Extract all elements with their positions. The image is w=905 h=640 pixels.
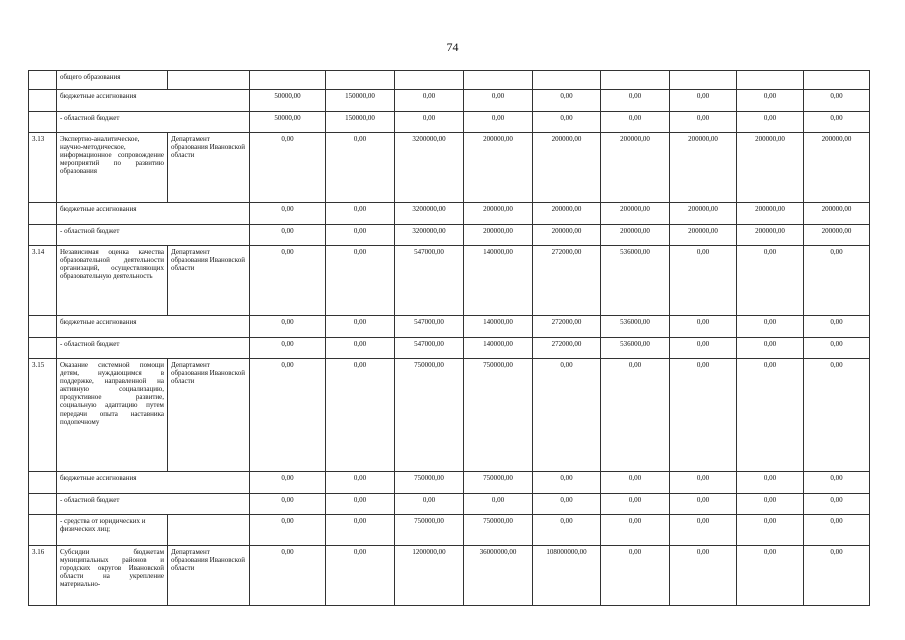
row-amount: 0,00 — [670, 316, 737, 338]
row-amount: 0,00 — [737, 338, 804, 359]
table-row — [29, 90, 870, 112]
row-amount — [533, 71, 601, 90]
table-row — [29, 546, 870, 606]
row-amount: 0,00 — [250, 494, 326, 515]
row-description: - средства от юридических и физических лиц; — [57, 515, 168, 546]
row-index: 3.16 — [29, 546, 57, 606]
row-amount: 108000000,00 — [533, 546, 601, 606]
row-amount: 0,00 — [250, 316, 326, 338]
row-amount: 0,00 — [737, 246, 804, 316]
row-amount: 3200000,00 — [395, 203, 464, 225]
row-amount: 200000,00 — [601, 225, 670, 246]
table-row — [29, 472, 870, 494]
budget-table — [28, 70, 870, 606]
row-description: Экспертно-аналитическое, научно-методическое, информационное сопровождение мероприятий по развитию образования — [57, 133, 168, 203]
row-amount: 0,00 — [804, 246, 870, 316]
row-amount: 547000,00 — [395, 316, 464, 338]
table-row — [29, 338, 870, 359]
row-amount: 200000,00 — [670, 203, 737, 225]
row-amount: 0,00 — [737, 546, 804, 606]
row-amount: 750000,00 — [395, 515, 464, 546]
row-amount: 0,00 — [601, 472, 670, 494]
row-amount: 272000,00 — [533, 338, 601, 359]
row-amount: 0,00 — [804, 494, 870, 515]
row-amount: 0,00 — [737, 472, 804, 494]
row-amount: 0,00 — [395, 112, 464, 133]
row-amount: 150000,00 — [326, 112, 395, 133]
row-amount: 0,00 — [804, 546, 870, 606]
row-amount: 0,00 — [804, 316, 870, 338]
row-amount — [804, 71, 870, 90]
table-row — [29, 133, 870, 203]
table-row — [29, 112, 870, 133]
row-amount: 0,00 — [601, 515, 670, 546]
row-index: 3.15 — [29, 359, 57, 472]
row-amount: 0,00 — [804, 472, 870, 494]
row-department: Департамент образования Ивановской области — [168, 359, 250, 472]
row-amount: 0,00 — [250, 225, 326, 246]
row-amount: 750000,00 — [464, 515, 533, 546]
row-amount: 200000,00 — [533, 203, 601, 225]
row-amount: 0,00 — [601, 494, 670, 515]
row-amount: 200000,00 — [804, 203, 870, 225]
row-amount: 200000,00 — [464, 203, 533, 225]
row-index — [29, 494, 57, 515]
row-amount: 0,00 — [670, 90, 737, 112]
row-amount: 200000,00 — [804, 133, 870, 203]
row-amount: 0,00 — [804, 112, 870, 133]
table-row — [29, 359, 870, 472]
row-funding-label: бюджетные ассигнования — [57, 90, 250, 112]
row-amount — [670, 71, 737, 90]
row-amount: 0,00 — [464, 494, 533, 515]
table-row — [29, 494, 870, 515]
row-index: 3.13 — [29, 133, 57, 203]
row-amount: 0,00 — [737, 90, 804, 112]
row-amount: 200000,00 — [670, 133, 737, 203]
row-index — [29, 71, 57, 90]
row-amount: 0,00 — [395, 90, 464, 112]
row-amount — [464, 71, 533, 90]
row-amount: 0,00 — [670, 472, 737, 494]
row-amount: 272000,00 — [533, 246, 601, 316]
row-amount: 200000,00 — [737, 225, 804, 246]
row-amount: 140000,00 — [464, 338, 533, 359]
row-index — [29, 515, 57, 546]
row-amount: 0,00 — [326, 359, 395, 472]
row-index — [29, 112, 57, 133]
row-amount — [395, 71, 464, 90]
row-amount: 3200000,00 — [395, 225, 464, 246]
table-row — [29, 203, 870, 225]
row-index — [29, 316, 57, 338]
row-amount: 0,00 — [670, 246, 737, 316]
row-amount: 200000,00 — [601, 133, 670, 203]
row-amount: 150000,00 — [326, 90, 395, 112]
row-amount: 0,00 — [533, 112, 601, 133]
row-amount: 0,00 — [601, 359, 670, 472]
row-description: Субсидии бюджетам муниципальных районов и городских округов Ивановской области на укрепление материально- — [57, 546, 168, 606]
row-description: Оказание системной помощи детям, нуждающимся в поддержке, направленной на активную социализацию, продуктивное развитие, социальную адаптацию путем передачи опыта наставника подопечному — [57, 359, 168, 472]
row-amount: 0,00 — [533, 90, 601, 112]
row-index — [29, 203, 57, 225]
row-amount — [326, 71, 395, 90]
table-row — [29, 71, 870, 90]
row-amount: 200000,00 — [533, 133, 601, 203]
row-amount: 50000,00 — [250, 112, 326, 133]
row-department — [168, 71, 250, 90]
row-amount: 0,00 — [326, 546, 395, 606]
row-amount: 200000,00 — [670, 225, 737, 246]
table-row — [29, 225, 870, 246]
row-amount: 0,00 — [601, 90, 670, 112]
row-amount: 536000,00 — [601, 338, 670, 359]
row-index — [29, 225, 57, 246]
row-amount: 0,00 — [737, 316, 804, 338]
row-amount: 0,00 — [601, 112, 670, 133]
row-amount: 200000,00 — [533, 225, 601, 246]
row-funding-label: бюджетные ассигнования — [57, 203, 250, 225]
row-amount: 0,00 — [670, 338, 737, 359]
page-number: 74 — [446, 40, 459, 54]
row-amount: 3200000,00 — [395, 133, 464, 203]
row-amount: 0,00 — [601, 546, 670, 606]
row-amount: 750000,00 — [464, 359, 533, 472]
row-department: Департамент образования Ивановской области — [168, 133, 250, 203]
row-amount: 0,00 — [670, 112, 737, 133]
row-amount: 0,00 — [804, 515, 870, 546]
row-amount: 0,00 — [670, 494, 737, 515]
row-index — [29, 90, 57, 112]
row-amount: 0,00 — [533, 515, 601, 546]
row-amount: 0,00 — [250, 359, 326, 472]
row-amount — [250, 71, 326, 90]
row-amount: 140000,00 — [464, 316, 533, 338]
row-amount: 0,00 — [326, 472, 395, 494]
row-amount: 0,00 — [804, 338, 870, 359]
table-body — [29, 71, 870, 606]
row-amount: 140000,00 — [464, 246, 533, 316]
row-amount: 0,00 — [250, 133, 326, 203]
row-amount: 0,00 — [250, 472, 326, 494]
row-description: общего образования — [57, 71, 168, 90]
row-description: Независимая оценка качества образовательной деятельности организаций, осуществляющих образовательную деятельность — [57, 246, 168, 316]
row-amount: 200000,00 — [804, 225, 870, 246]
row-funding-label: - областной бюджет — [57, 112, 250, 133]
row-index: 3.14 — [29, 246, 57, 316]
row-amount: 750000,00 — [395, 472, 464, 494]
row-amount: 50000,00 — [250, 90, 326, 112]
row-amount: 1200000,00 — [395, 546, 464, 606]
row-amount: 200000,00 — [737, 133, 804, 203]
row-amount: 0,00 — [804, 359, 870, 472]
row-amount: 0,00 — [250, 246, 326, 316]
table-row — [29, 246, 870, 316]
row-department — [168, 515, 250, 546]
row-amount: 0,00 — [250, 203, 326, 225]
table-row — [29, 515, 870, 546]
row-department: Департамент образования Ивановской области — [168, 546, 250, 606]
row-amount: 0,00 — [326, 246, 395, 316]
row-amount: 0,00 — [326, 225, 395, 246]
row-amount: 200000,00 — [601, 203, 670, 225]
row-amount: 0,00 — [326, 133, 395, 203]
row-amount: 547000,00 — [395, 338, 464, 359]
row-index — [29, 472, 57, 494]
row-department: Департамент образования Ивановской области — [168, 246, 250, 316]
row-amount: 36000000,00 — [464, 546, 533, 606]
table-row — [29, 316, 870, 338]
row-amount: 0,00 — [250, 338, 326, 359]
row-funding-label: бюджетные ассигнования — [57, 472, 250, 494]
row-amount: 750000,00 — [395, 359, 464, 472]
row-amount: 0,00 — [737, 112, 804, 133]
row-amount: 0,00 — [737, 494, 804, 515]
row-amount: 0,00 — [670, 515, 737, 546]
row-amount: 0,00 — [533, 359, 601, 472]
row-amount: 272000,00 — [533, 316, 601, 338]
row-funding-label: - областной бюджет — [57, 338, 250, 359]
row-funding-label: - областной бюджет — [57, 225, 250, 246]
row-amount: 0,00 — [326, 338, 395, 359]
row-amount: 200000,00 — [737, 203, 804, 225]
row-funding-label: - областной бюджет — [57, 494, 250, 515]
row-amount: 0,00 — [326, 515, 395, 546]
row-amount: 0,00 — [804, 90, 870, 112]
row-amount: 750000,00 — [464, 472, 533, 494]
row-amount — [601, 71, 670, 90]
row-amount: 0,00 — [250, 515, 326, 546]
row-amount: 0,00 — [464, 90, 533, 112]
row-amount: 0,00 — [533, 472, 601, 494]
row-amount: 0,00 — [250, 546, 326, 606]
row-amount: 0,00 — [326, 494, 395, 515]
row-amount: 0,00 — [326, 203, 395, 225]
row-amount: 547000,00 — [395, 246, 464, 316]
row-amount: 0,00 — [737, 515, 804, 546]
row-amount — [737, 71, 804, 90]
row-amount: 200000,00 — [464, 225, 533, 246]
row-amount: 0,00 — [670, 359, 737, 472]
row-amount: 0,00 — [395, 494, 464, 515]
row-amount: 0,00 — [326, 316, 395, 338]
row-amount: 536000,00 — [601, 246, 670, 316]
row-amount: 536000,00 — [601, 316, 670, 338]
row-funding-label: бюджетные ассигнования — [57, 316, 250, 338]
row-amount: 200000,00 — [464, 133, 533, 203]
row-amount: 0,00 — [464, 112, 533, 133]
row-amount: 0,00 — [737, 359, 804, 472]
row-amount: 0,00 — [670, 546, 737, 606]
row-amount: 0,00 — [533, 494, 601, 515]
row-index — [29, 338, 57, 359]
